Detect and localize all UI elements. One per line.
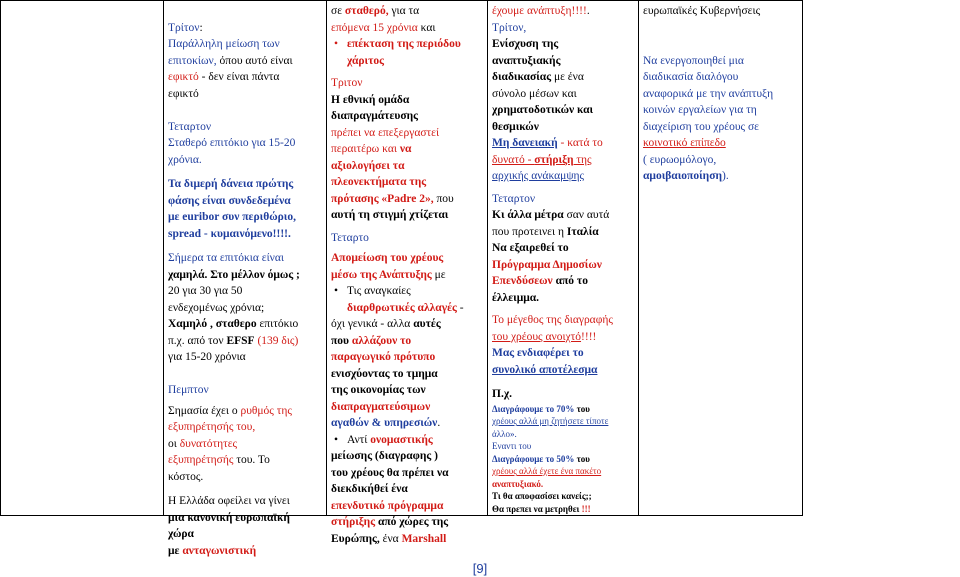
heading-tetarto-3: Τεταρτον xyxy=(492,192,536,205)
text: - κατά το xyxy=(557,137,603,149)
text: δυνατό - xyxy=(492,153,535,166)
text: Ευρώπης, xyxy=(331,532,380,545)
text: ενδεχομένως χρόνια; xyxy=(168,301,265,314)
text: Το μέγεθος της διαγραφής xyxy=(492,314,613,326)
text: χρόνια. xyxy=(168,153,202,166)
text: κοινοτικό επίπεδο xyxy=(643,137,726,149)
text: που xyxy=(331,334,352,347)
text: κόστος. xyxy=(168,470,204,483)
text: Η Ελλάδα οφείλει να γίνει xyxy=(168,495,290,507)
text: που προτεινει η xyxy=(492,225,567,238)
text: Παράλληλη μείωση των xyxy=(168,38,280,50)
text: Τις αναγκαίες xyxy=(347,285,411,297)
text: διαδικασία διαλόγου xyxy=(643,71,739,83)
text: Να ενεργοποιηθεί μια xyxy=(643,54,744,67)
text: κοινών εργαλείων για τη xyxy=(643,104,757,116)
text: σαν αυτά xyxy=(563,209,610,221)
text: επιτοκίων, xyxy=(168,54,217,67)
text: διεκδικήθεί ένα xyxy=(331,483,408,495)
text: ( ευρωομόλογο, xyxy=(643,153,717,166)
text: για τα xyxy=(388,5,420,17)
heading-trito-2: Τριτον xyxy=(331,77,363,89)
text: της Ανάπτυξης xyxy=(359,268,432,281)
text: - xyxy=(456,301,464,314)
text: επιτόκιο xyxy=(256,318,299,330)
text: Διαγράφουμε το 70% xyxy=(492,403,577,414)
text: έχουμε ανάπτυξη!!!! xyxy=(492,5,587,17)
text: χρηματοδοτικών και xyxy=(492,104,594,116)
text: π.χ. από τον xyxy=(168,334,227,347)
text: διαδικασίας xyxy=(492,71,552,83)
column-1 xyxy=(164,1,327,557)
text: πλεονεκτήματα της xyxy=(331,176,427,188)
text: ανταγωνιστική xyxy=(182,544,257,557)
text: αρχικής ανάκαμψης xyxy=(492,170,585,182)
text: ονομαστικής xyxy=(370,433,433,446)
text: διαρθρωτικές αλλαγές xyxy=(347,301,457,314)
text: Μας ενδιαφέρει το xyxy=(492,347,584,359)
text: Κι άλλα μέτρα xyxy=(492,209,564,221)
text: συνολικό αποτέλεσμα xyxy=(492,363,598,376)
text: Σημασία έχει ο xyxy=(168,404,241,417)
bullet-item xyxy=(347,283,483,316)
text: για 15-20 χρόνια xyxy=(168,351,246,363)
text: spread - κυμαινόμενο!!!!. xyxy=(168,227,291,240)
text: επέκταση της περιόδου xyxy=(347,38,461,50)
heading-trito: Τρίτον xyxy=(168,21,200,34)
column-2 xyxy=(327,1,488,545)
text: του χρέους ανοιχτό xyxy=(492,330,582,343)
text: Εναντι του xyxy=(492,441,532,451)
text: σύνολο μέσων και xyxy=(492,87,577,100)
text: 20 για 30 για 50 xyxy=(168,285,243,297)
text: . xyxy=(586,5,590,17)
bullet-item xyxy=(347,432,483,449)
text: όπου αυτό είναι xyxy=(216,54,293,67)
heading-trito-3: Τρίτον, xyxy=(492,21,527,34)
text: με euribor συν περιθώριο, xyxy=(168,211,296,223)
text: χρέους αλλά μη ζητήσετε τίποτε xyxy=(492,416,609,426)
text: Να εξαιρεθεί το xyxy=(492,242,569,254)
text: Χαμηλό , σταθερο xyxy=(168,318,257,330)
text: εξυπηρέτησής του, xyxy=(168,421,256,433)
text: χώρα xyxy=(168,528,194,540)
text: μια κανονική ευρωπαϊκή xyxy=(168,511,290,524)
text: όχι γενικά - αλλα xyxy=(331,318,414,330)
text: δυνατότητες xyxy=(179,437,238,450)
text: επόμενα 15 χρόνια xyxy=(331,21,418,34)
text: αναπτυξιακής xyxy=(492,54,561,67)
text: χάριτος xyxy=(347,54,385,67)
empty-column xyxy=(1,1,164,516)
text: επενδυτικό πρόγραμμα xyxy=(331,499,444,512)
text: αξιολογήσει τα xyxy=(331,159,405,172)
text: του χρέους θα πρέπει να xyxy=(331,466,449,479)
text: πρέπει να επεξεργαστεί xyxy=(331,126,440,139)
text: του. Το xyxy=(233,454,270,466)
text: στήριξη xyxy=(534,153,574,166)
text: και xyxy=(417,21,436,34)
column-4 xyxy=(639,1,803,516)
text: αλλάζουν το xyxy=(351,334,412,347)
text: Σταθερό επιτόκιο για 15-20 xyxy=(168,137,296,149)
text: πρότασης «Padre 2», xyxy=(331,192,434,205)
text: της οικονομίας των xyxy=(331,384,426,396)
text: !!! xyxy=(579,503,591,514)
text: ενισχύοντας το τμημα xyxy=(331,367,438,380)
text: Μη δανειακή xyxy=(492,137,558,149)
heading-pempto: Πεμπτον xyxy=(168,384,209,396)
text: Ενίσχυση της xyxy=(492,38,559,50)
text: Απομείωση του χρέους xyxy=(331,252,444,264)
text: οι xyxy=(168,437,180,450)
text: από το xyxy=(552,275,588,287)
text: (139 δις) xyxy=(254,334,299,347)
text: άλλο». xyxy=(492,428,517,439)
text: αμοιβαιοποίηση xyxy=(643,170,722,182)
text: Marshall xyxy=(401,532,447,545)
text: Επενδύσεων xyxy=(492,275,553,287)
text: ένα xyxy=(379,532,402,545)
text: Διαγράφουμε το 50% xyxy=(492,453,577,464)
text: του xyxy=(576,453,590,464)
heading-tetarto-2: Τεταρτο xyxy=(331,231,369,244)
text: αυτές xyxy=(413,318,441,330)
text: να xyxy=(399,143,412,155)
text: Πρόγραμμα Δημοσίων xyxy=(492,258,602,271)
text: ). xyxy=(721,170,729,182)
text: με ένα xyxy=(551,71,584,83)
heading-tetarto: Τεταρτον xyxy=(168,120,212,133)
text: Η εθνική ομάδα xyxy=(331,93,410,106)
text: με xyxy=(168,544,183,557)
text: του xyxy=(576,403,590,414)
text: αναπτυξιακό. xyxy=(492,478,544,489)
column-3 xyxy=(488,1,639,516)
text: Θα πρεπει να μετρηθει xyxy=(492,503,580,514)
text: χαμηλά. Στο μέλλον όμως ; xyxy=(168,268,300,281)
text: εξυπηρέτησής xyxy=(168,454,234,466)
text: εφικτό xyxy=(168,71,199,83)
text: Π.χ. xyxy=(492,388,513,400)
text: αγαθών & υπηρεσιών xyxy=(331,417,438,429)
text: θεσμικών xyxy=(492,120,539,133)
text: εφικτό xyxy=(168,87,199,100)
text: διαπραγμάτευσης xyxy=(331,110,418,122)
text: αναφορικά με την ανάπτυξη xyxy=(643,87,774,100)
text: στήριξης xyxy=(331,516,376,528)
text: διαχείριση του χρέους σε xyxy=(643,120,759,133)
text: φάσης είναι συνδεδεμένα xyxy=(168,194,291,207)
text: μέσω xyxy=(331,268,360,281)
text: διαπραγματεύσιμων xyxy=(331,400,431,413)
text: EFSF xyxy=(226,334,255,347)
text: μείωσης (διαγραφης ) xyxy=(331,450,438,462)
text: αυτή τη στιγμή χτίζεται xyxy=(331,209,449,221)
text: ρυθμός της xyxy=(240,404,292,417)
bullet-item xyxy=(347,36,483,69)
text: σταθερό, xyxy=(344,5,389,17)
text: Τι θα αποφασίσει κανείς;; xyxy=(492,491,592,501)
text: έλλειμμα. xyxy=(492,291,540,304)
text: με xyxy=(431,268,446,281)
text: Ιταλία xyxy=(566,225,599,238)
text: . xyxy=(437,417,441,429)
text: ευρωπαϊκές Κυβερνήσεις xyxy=(643,5,761,17)
text: που xyxy=(433,192,454,205)
text: περαιτέρω και xyxy=(331,143,400,155)
text: Σήμερα τα επιτόκια είναι xyxy=(168,252,284,264)
text: : xyxy=(199,21,203,34)
text: !!!! xyxy=(581,330,597,343)
text: από χώρες της xyxy=(375,516,449,528)
text: σε xyxy=(331,5,345,17)
text: Τα διμερή δάνεια πρώτης xyxy=(168,178,294,190)
text: χρέους αλλά έχετε ένα πακέτο xyxy=(492,466,602,476)
text: παραγωγικό πρότυπο xyxy=(331,351,436,363)
page-number: [9] xyxy=(472,561,488,576)
text: - δεν είναι πάντα xyxy=(198,71,280,83)
text: της xyxy=(573,153,592,166)
text: Αντί xyxy=(347,433,371,446)
